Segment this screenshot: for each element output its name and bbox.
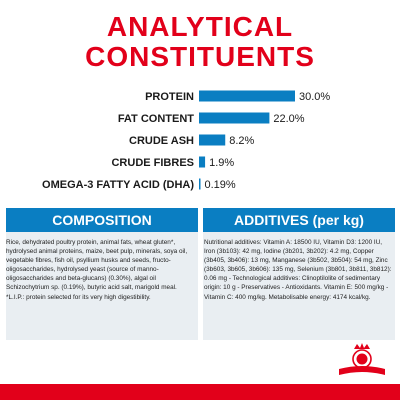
- value-label: 30.0%: [299, 91, 331, 103]
- title-line-1: ANALYTICAL: [106, 11, 294, 42]
- title-line-2: CONSTITUENTS: [85, 41, 315, 72]
- value-label: 22.0%: [273, 113, 305, 125]
- bar: [199, 91, 295, 102]
- royal-canin-logo: [337, 343, 387, 379]
- bar: [199, 179, 201, 190]
- additives-text: Nutritional additives: Vitamin A: 18500 IU, Vitamin D3: 1200 IU, Iron (3b103): 42 mg, Iodine (3b201, 3b202): 4.2 mg, Copper (3b405, 3b406): 13 mg, Manganese (3b502, 3b504): 54 mg, Zinc (3b603, 3b605, 3b606): 135 mg, Selenium (3b801, 3b811, 3b812): 0.06 mg - Technological additives: Clinoptilolite of sedimentary origin: 10 g - Preservatives - Antioxidants. Vitamin E: 500 mg/kg - Vitamin C: 400 mg/kg. Metabolisable energy: 4174 kcal/kg.: [204, 239, 392, 301]
- composition-text: Rice, dehydrated poultry protein, animal fats, wheat gluten*, hydrolysed animal proteins, maize, beet pulp, minerals, soya oil, vegetable fibres, fish oil, psyllium husks and seeds, fructo-oligosaccharides, hydrolysed yeast (source of manno-oligosaccharides and beta-glucans) (0.30%), algal oil Schizochytrium sp. (0.19%), butyric acid salt, marigold meal. *L.I.P.: protein selected for its very high digestibility.: [6, 239, 188, 301]
- value-label: 8.2%: [229, 135, 255, 147]
- category-label: CRUDE FIBRES: [111, 157, 194, 169]
- category-label: OMEGA-3 FATTY ACID (DHA): [42, 179, 194, 191]
- category-label: PROTEIN: [145, 91, 194, 103]
- composition-header: COMPOSITION: [6, 208, 198, 232]
- value-label: 1.9%: [209, 157, 235, 169]
- bottom-brand-band: [0, 384, 400, 400]
- analytical-constituents-chart: [0, 80, 400, 192]
- additives-header: ADDITIVES (per kg): [203, 208, 395, 232]
- bar: [199, 135, 225, 146]
- value-label: 0.19%: [204, 179, 236, 191]
- category-label: CRUDE ASH: [129, 135, 194, 147]
- crown-icon: [354, 343, 370, 349]
- bar: [199, 113, 269, 124]
- category-label: FAT CONTENT: [117, 113, 194, 125]
- bar: [199, 157, 205, 168]
